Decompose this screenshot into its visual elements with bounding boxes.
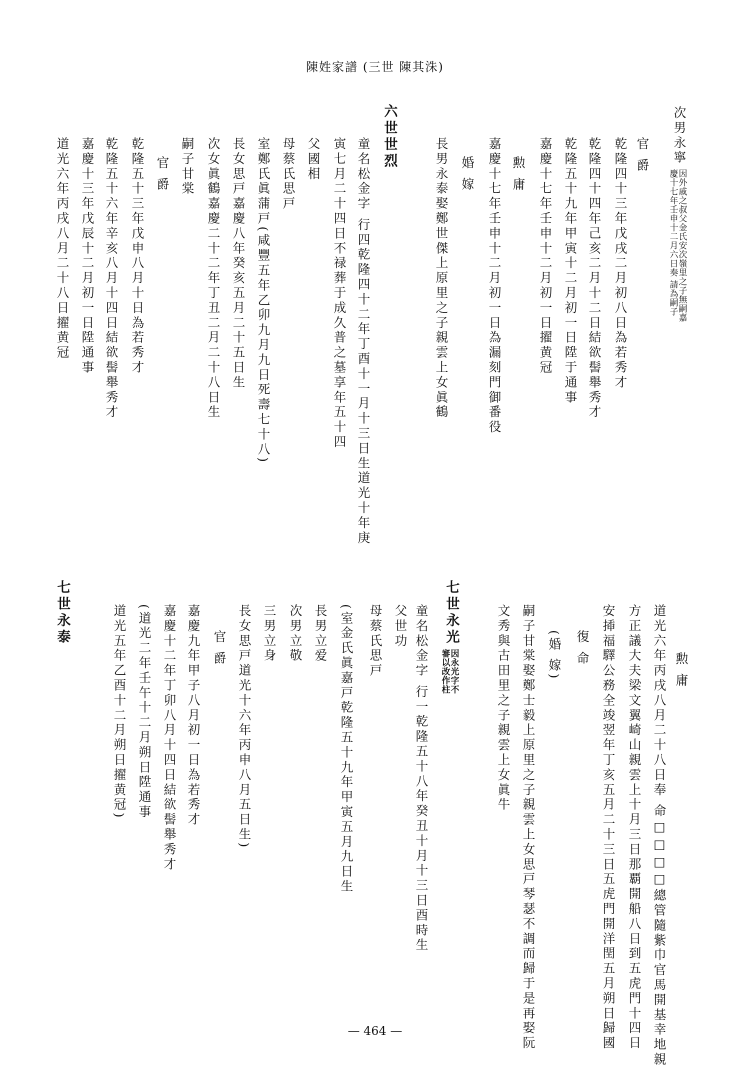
upper-column [487,137,501,435]
lower-column [288,604,302,664]
upper-column [130,137,144,375]
lower-column [627,604,641,1051]
annotation-note: 因外戚之叔父金氏安次嶺里之子無嗣嘉 慶十七年壬申十二月六日奏 請為嗣子 [668,168,687,322]
column-text: 三男立身 [262,604,277,664]
lower-column [496,604,510,813]
lower-column [112,604,126,820]
page-header: 陳姓家譜 (三世 陳其洙) [306,60,444,74]
lower-column [262,604,276,664]
column-text: 童名松金字 行四乾隆四十二年丁酉十一月十三日生道光十年庚 [356,137,371,546]
upper-column [332,137,346,450]
upper-column [434,137,448,420]
upper-column [356,137,370,546]
annotation-note: 因永光字不 審以改作柱 [440,649,459,694]
lower-column [652,604,666,1067]
upper-column [668,106,686,322]
column-text: 七世永泰 [54,580,70,646]
column-text: 安揷福驛公務全竣翌年丁亥五月二十三日五虎門開洋閏五月朔日歸國 [601,604,616,1051]
column-text: 乾隆四十三年戊戌二月初八日為若秀才 [613,137,628,391]
upper-column [460,156,474,192]
upper-column [104,137,118,420]
column-text: 父國相 [306,137,321,182]
column-text: 次男永寧 [672,106,687,166]
column-text: 母蔡氏思戸 [368,604,383,679]
column-text: 勲 庸 [511,156,526,193]
column-text: (婚 嫁) [547,630,562,681]
lower-column [414,604,428,953]
column-text: 嘉慶十二年丁卯八月十四日結欲髻舉秀才 [162,604,177,873]
column-text: 道光六年丙戌八月二十八日擢黄冠 [55,137,70,361]
column-text: 文秀與古田里之子親雲上女眞牛 [496,604,511,813]
column-text: 次男立敬 [288,604,303,664]
lower-column [440,580,458,694]
upper-column [180,137,194,197]
column-text: 六世世烈 [381,104,397,170]
column-text: 婚 嫁 [460,156,475,193]
lower-column [313,604,327,664]
upper-column [511,156,525,192]
column-text: 長男永泰娶鄭世傑上原里之子親雲上女眞鶴 [434,137,449,421]
column-text: 七世永光 [443,580,459,646]
column-text: 道光六年丙戌八月二十八日奉 命□□□□總管隨紫巾官馬開基幸地親 [652,604,667,1068]
lower-column [601,604,615,1051]
upper-column [382,104,396,170]
upper-column [587,137,601,420]
upper-column [206,137,220,420]
column-text: 官 爵 [635,137,650,174]
upper-column [306,137,320,182]
column-text: 長女思戸道光十六年丙申八月五日生) [237,604,252,850]
column-text: 乾隆四十四年己亥二月十二日結欲髻舉秀才 [587,137,602,421]
lower-column [674,652,688,688]
lower-column [162,604,176,872]
column-text: 官 爵 [155,156,170,193]
upper-column [563,137,577,405]
lower-column [521,604,535,1051]
column-text: 嘉慶十七年壬申十二月初一日為漏刻門御番役 [487,137,502,435]
column-text: (室金氏眞嘉戸乾隆五十九年甲寅五月九日生 [339,604,354,895]
column-text: 嘉慶九年甲子八月初一日為若秀才 [186,604,201,828]
column-text: 方正議大夫梁文翼崎山親雲上十月三日那覇開船八日到五虎門十四日 [627,604,642,1051]
column-text: 乾隆五十六年辛亥八月十四日結欲髻舉秀才 [104,137,119,421]
column-text: 長女思戸嘉慶八年癸亥五月二十五日生 [231,137,246,391]
upper-column [613,137,627,390]
lower-column [55,580,69,646]
upper-column [231,137,245,390]
upper-column [55,137,69,361]
column-text: 母蔡氏思戸 [281,137,296,212]
lower-column [368,604,382,679]
column-text: 嗣子甘棠 [180,137,195,197]
upper-column [80,137,94,375]
column-text: 勲 庸 [674,652,689,689]
column-text: 嘉慶十七年壬申十二月初一日擢黄冠 [538,137,553,376]
lower-column [393,604,407,649]
column-text: 室鄭氏眞蒲戸(咸豐五年乙卯九月九日死壽七十八) [256,137,271,465]
upper-column [538,137,552,375]
column-text: 乾隆五十九年甲寅十二月初一日陞于通事 [563,137,578,406]
column-text: 童名松金字 行一乾隆五十八年癸丑十月十三日酉時生 [414,604,429,954]
lower-column [237,604,251,850]
upper-column [256,137,270,464]
column-text: 嗣子甘棠娶鄭士毅上原里之子親雲上女思戸琴瑟不調而歸于是再娶阮 [521,604,536,1051]
page-number: — 464 — [347,1024,403,1038]
upper-column [635,137,649,173]
column-text: 官 爵 [212,630,227,667]
column-text: 次女眞鶴嘉慶二十二年丁丑二月二十八日生 [206,137,221,421]
lower-column [339,604,353,894]
lower-column [137,604,151,820]
upper-column [155,156,169,192]
column-text: 嘉慶十三年戊辰十二月初一日陞通事 [80,137,95,376]
lower-column [186,604,200,828]
column-text: 復 命 [575,630,590,667]
column-text: 乾隆五十三年戊申八月十日為若秀才 [130,137,145,376]
column-text: 父世功 [393,604,408,649]
column-text: 長男立爱 [313,604,328,664]
column-text: 道光五年乙酉十二月朔日擢黄冠) [112,604,127,820]
lower-column [547,630,561,681]
column-text: 寅七月二十四日不禄葬于成久普之墓享年五十四 [332,137,347,450]
upper-column [281,137,295,212]
lower-column [212,630,226,666]
column-text: (道光二年壬午十二月朔日陞通事 [137,604,152,820]
lower-column [575,630,589,666]
